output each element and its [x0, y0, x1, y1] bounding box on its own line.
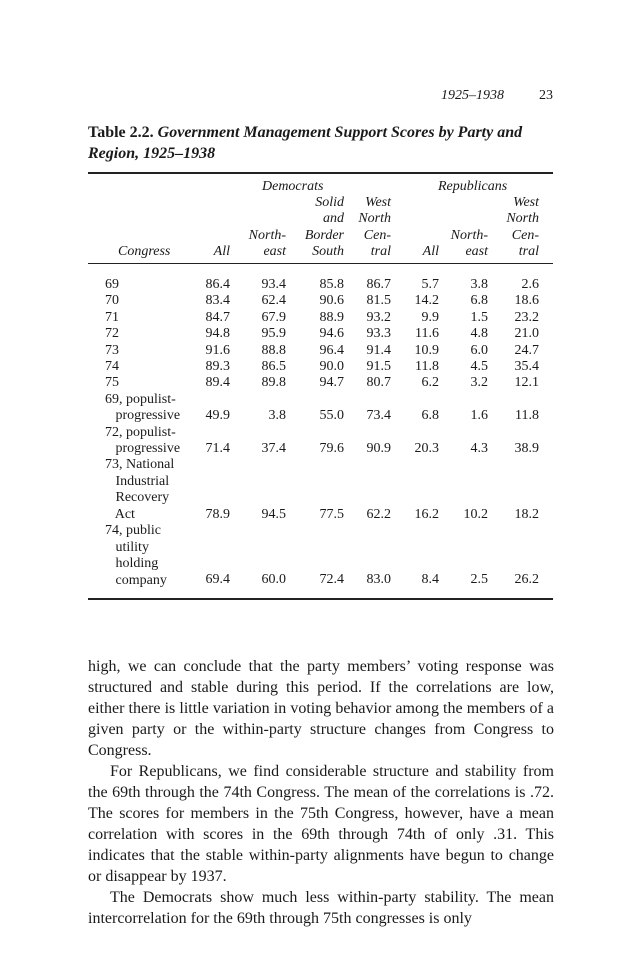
- row-label: 74: [105, 359, 119, 374]
- table-cell: 21.0: [514, 326, 539, 342]
- table-title-line-2: Region, 1925–1938: [88, 145, 216, 162]
- table-cell: 12.1: [514, 375, 539, 391]
- column-header-1-line-0: All: [213, 244, 230, 259]
- table-cell: 91.5: [366, 359, 391, 374]
- table-cell: 2.6: [521, 277, 539, 292]
- column-header-5-line-0: All: [422, 244, 439, 259]
- table-cell: 67.9: [261, 309, 286, 325]
- row-label: 72: [105, 326, 119, 342]
- table-cell: 84.7: [205, 309, 230, 325]
- table-cell: 4.5: [470, 359, 488, 374]
- table-caption: [88, 122, 558, 164]
- table-cell: 93.4: [261, 277, 286, 292]
- table-label: Table 2.2.: [88, 124, 154, 141]
- table-cell: 5.7: [421, 277, 439, 292]
- table-cell: 69.4: [205, 572, 230, 588]
- column-header-3-line-0: Solid: [315, 195, 344, 211]
- paragraph-2: For Republicans, we find considerable structure and stability from the 69th through the 74th Congress. The mean of the correlations is .72. The scores for members in the 75th Congress, however, have a mean correlation with scores in the 69th through 74th of only .31. This indicates that the stable within-party alignments have begun to change or disappear by 1937.: [88, 763, 554, 885]
- table-cell: 6.8: [470, 293, 488, 309]
- table-cell: 62.2: [366, 506, 391, 522]
- column-header-4-line-2: Cen-: [363, 227, 391, 243]
- running-header: [441, 88, 553, 104]
- table-cell: 73.4: [366, 408, 391, 424]
- table-cell: 94.5: [261, 506, 286, 522]
- table-top-rule: [88, 172, 553, 174]
- body-text: [88, 656, 554, 929]
- table-cell: 90.0: [319, 359, 344, 374]
- column-header-3-line-1: and: [323, 211, 344, 227]
- table-cell: 85.8: [319, 277, 344, 292]
- table-cell: 9.9: [421, 309, 439, 325]
- table-cell: 78.9: [205, 506, 230, 522]
- column-header-4-line-3: tral: [370, 244, 391, 259]
- row-label: 73: [105, 342, 119, 358]
- table-cell: 86.4: [205, 277, 230, 292]
- table-cell: 35.4: [514, 359, 539, 374]
- row-label: 73, National Industrial Recovery Act: [105, 457, 175, 522]
- table-cell: 18.6: [514, 293, 539, 309]
- table-cell: 72.4: [319, 572, 344, 588]
- column-header-0-line-0: Congress: [118, 244, 171, 259]
- row-label: 69, populist- progressive: [105, 391, 181, 424]
- table-cell: 89.8: [261, 375, 286, 391]
- table-cell: 1.6: [470, 408, 488, 424]
- row-label: 72, populist- progressive: [105, 424, 181, 457]
- page-number: 23: [539, 88, 553, 103]
- table-cell: 11.6: [415, 326, 439, 342]
- table-cell: 10.9: [414, 342, 439, 358]
- table-cell: 10.2: [463, 506, 488, 522]
- table-cell: 71.4: [205, 441, 230, 456]
- table-cell: 3.8: [268, 408, 286, 424]
- column-header-4-line-0: West: [365, 195, 391, 211]
- democrats-group-header: Democrats: [262, 179, 324, 194]
- table-cell: 94.7: [319, 375, 344, 391]
- table-cell: 95.9: [261, 326, 286, 342]
- column-header-6-line-0: North-: [450, 227, 488, 243]
- table-cell: 94.6: [319, 326, 344, 342]
- table-cell: 3.8: [470, 277, 488, 292]
- table-cell: 20.3: [414, 441, 439, 456]
- table-cell: 55.0: [319, 408, 344, 424]
- column-header-7-line-1: North: [506, 211, 539, 227]
- column-header-4-line-1: North: [358, 211, 391, 227]
- table-cell: 26.2: [514, 572, 539, 588]
- table-cell: 89.4: [205, 375, 230, 391]
- table-cell: 86.7: [366, 277, 391, 292]
- table-cell: 24.7: [514, 342, 539, 358]
- table-cell: 16.2: [414, 506, 439, 522]
- table-cell: 79.6: [319, 441, 344, 456]
- running-title: 1925–1938: [441, 88, 504, 103]
- table-cell: 18.2: [514, 506, 539, 522]
- table-cell: 1.5: [470, 309, 488, 325]
- table-cell: 14.2: [414, 293, 439, 309]
- column-header-3-line-2: Border: [304, 227, 344, 243]
- table-cell: 91.4: [366, 342, 391, 358]
- table-cell: 11.8: [515, 408, 539, 424]
- row-label: 75: [105, 375, 119, 391]
- table-cell: 23.2: [514, 309, 539, 325]
- table-cell: 89.3: [205, 359, 230, 374]
- table-cell: 90.9: [366, 441, 391, 456]
- table-cell: 49.9: [205, 408, 230, 424]
- paragraph-1: high, we can conclude that the party members’ voting response was structured and stable during this period. If the correlations are low, either there is little variation in voting behavior among the members of a given party or the within-party structure changes from Congress to Congress.: [88, 658, 554, 759]
- table-header-rule: [88, 263, 553, 264]
- column-header-2-line-1: east: [263, 244, 286, 259]
- column-header-2-line-0: North-: [248, 227, 286, 243]
- table-cell: 4.3: [470, 441, 488, 456]
- table-cell: 38.9: [514, 441, 539, 456]
- row-label: 71: [105, 309, 119, 325]
- table-cell: 88.9: [319, 309, 344, 325]
- column-header-7-line-3: tral: [518, 244, 539, 259]
- table-cell: 96.4: [319, 342, 344, 358]
- row-label: 74, public utility holding company: [105, 523, 167, 588]
- table-cell: 37.4: [261, 441, 286, 456]
- table-cell: 11.8: [415, 359, 439, 374]
- table-cell: 4.8: [470, 326, 488, 342]
- table-title-line-1: Government Management Support Scores by Party and: [157, 124, 523, 141]
- column-header-7-line-2: Cen-: [511, 227, 539, 243]
- table-cell: 6.0: [470, 342, 488, 358]
- republicans-group-header: Republicans: [438, 179, 508, 194]
- column-header-6-line-1: east: [465, 244, 488, 259]
- table-cell: 83.0: [366, 572, 391, 588]
- table-cell: 3.2: [470, 375, 488, 391]
- table-cell: 60.0: [261, 572, 286, 588]
- row-label: 69: [105, 277, 119, 292]
- column-header-3-line-3: South: [312, 244, 344, 259]
- table-cell: 94.8: [205, 326, 230, 342]
- table-cell: 6.2: [421, 375, 439, 391]
- table-cell: 93.3: [366, 326, 391, 342]
- table-cell: 86.5: [261, 359, 286, 374]
- table-cell: 83.4: [205, 293, 230, 309]
- paragraph-3: The Democrats show much less within-party stability. The mean intercorrelation for the 69th through 75th congresses is only: [88, 889, 554, 927]
- table-cell: 80.7: [366, 375, 391, 391]
- table-cell: 77.5: [319, 506, 344, 522]
- table-cell: 91.6: [205, 342, 230, 358]
- row-label: 70: [105, 293, 119, 309]
- table-bottom-rule: [88, 598, 553, 600]
- column-header-7-line-0: West: [513, 195, 539, 211]
- table-cell: 6.8: [421, 408, 439, 424]
- table-cell: 93.2: [366, 309, 391, 325]
- table-cell: 8.4: [421, 572, 439, 588]
- table-cell: 2.5: [470, 572, 488, 588]
- table-cell: 90.6: [319, 293, 344, 309]
- table-cell: 88.8: [261, 342, 286, 358]
- table-cell: 62.4: [261, 293, 286, 309]
- table-cell: 81.5: [366, 293, 391, 309]
